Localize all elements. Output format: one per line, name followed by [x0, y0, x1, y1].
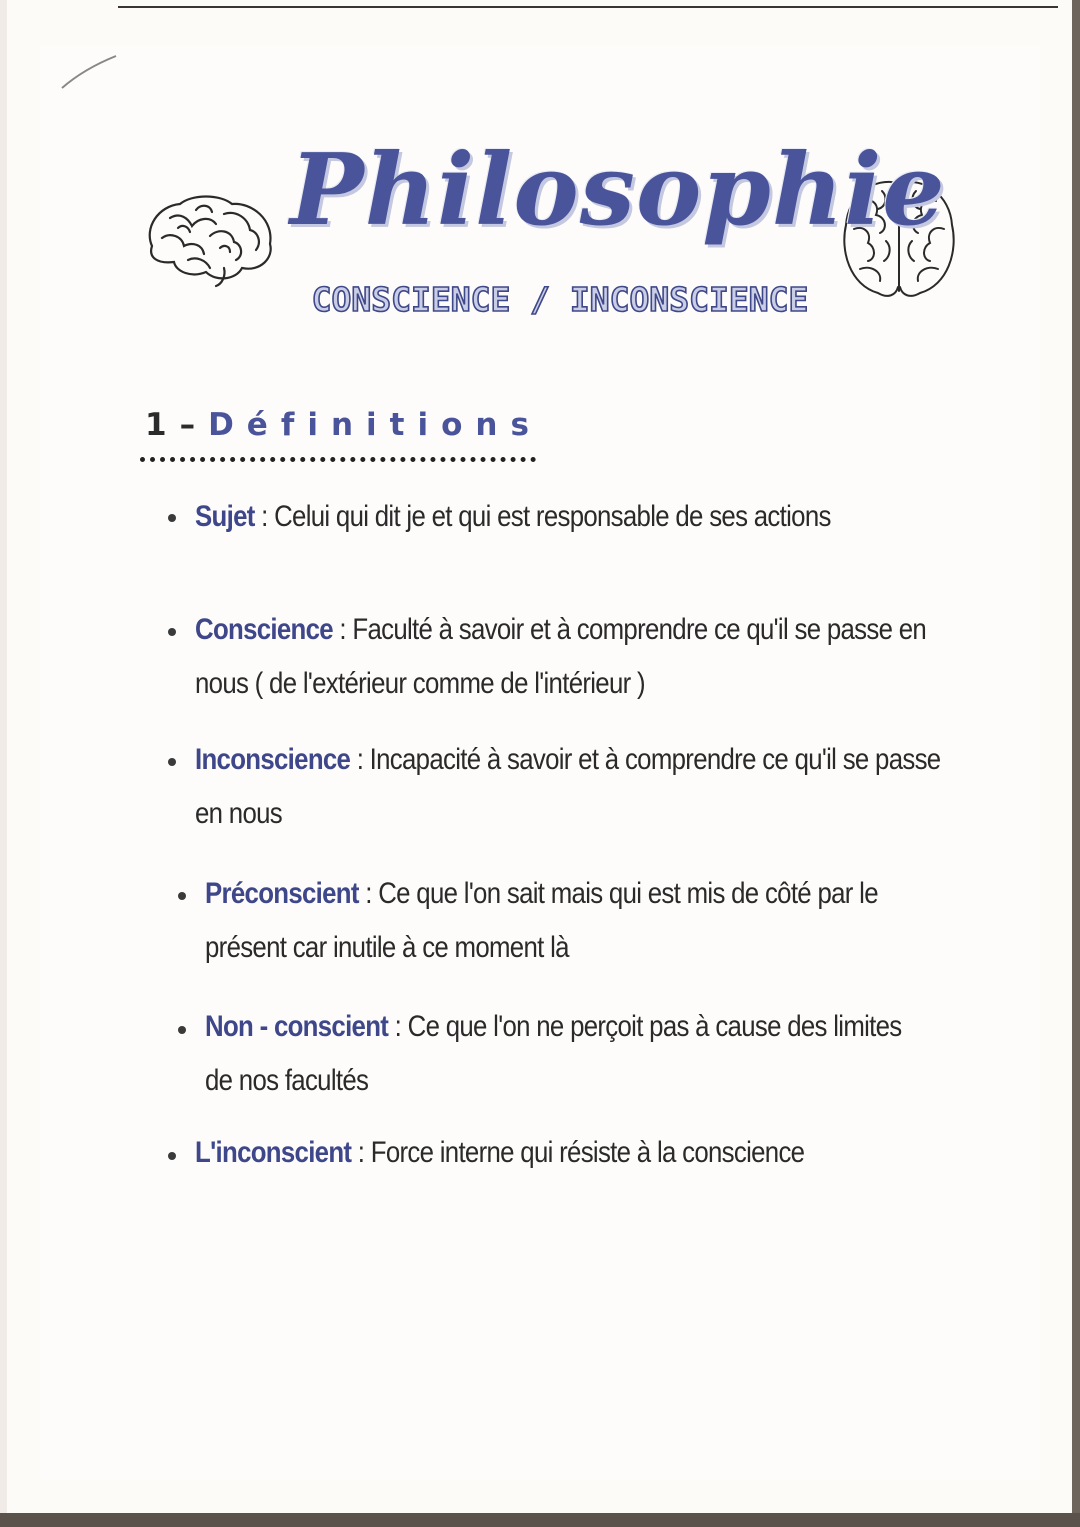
page-subtitle: CONSCIENCE / INCONSCIENCE: [311, 280, 809, 319]
definition-text: Ce que l'on ne perçoit pas à cause des limites de nos facultés: [205, 1010, 902, 1097]
definition-separator: :: [350, 743, 370, 776]
definition-item: [195, 1126, 969, 1180]
definition-term: Inconscience: [195, 743, 351, 776]
definition-item: [205, 1000, 910, 1108]
section-title: Définitions: [208, 407, 542, 443]
definition-term: Conscience: [195, 613, 333, 646]
definition-term: L'inconscient: [195, 1136, 352, 1169]
section-dash: –: [179, 407, 209, 443]
definition-separator: :: [351, 1136, 371, 1169]
scan-edge-left: [0, 0, 7, 1527]
page-title: Philosophie: [290, 133, 946, 248]
definition-item: [205, 867, 936, 975]
definition-text: Celui qui dit je et qui est responsable de ses actions: [274, 500, 831, 533]
definition-item: [195, 603, 943, 711]
bullet-icon: [168, 1152, 176, 1160]
pen-mark: [60, 52, 120, 92]
scan-edge-bottom: [0, 1513, 1080, 1527]
definition-item: [195, 733, 943, 841]
definition-text: Incapacité à savoir et à comprendre ce qu'il se passe en nous: [195, 743, 941, 830]
bullet-icon: [178, 1026, 186, 1034]
bullet-icon: [168, 514, 176, 522]
definition-separator: :: [332, 613, 353, 646]
bullet-icon: [168, 628, 176, 636]
section-underline: [140, 457, 536, 462]
definition-term: Sujet: [195, 500, 255, 533]
brain-side-icon: [140, 188, 280, 288]
bullet-icon: [168, 758, 176, 766]
section-number: 1: [145, 407, 180, 443]
definition-separator: :: [388, 1010, 408, 1043]
definition-term: Non - conscient: [205, 1010, 389, 1043]
definition-text: Faculté à savoir et à comprendre ce qu'il se passe en nous ( de l'extérieur comme de l'intérieur ): [195, 613, 927, 700]
definition-item: [195, 490, 849, 544]
section-heading: [145, 407, 542, 443]
definition-separator: :: [358, 877, 379, 910]
bullet-icon: [178, 892, 186, 900]
definition-text: Force interne qui résiste à la conscience: [370, 1136, 805, 1169]
scan-edge-right: [1072, 0, 1080, 1527]
definition-term: Préconscient: [205, 877, 359, 910]
scan-edge-top: [118, 6, 1058, 8]
definition-text: Ce que l'on sait mais qui est mis de côté par le présent car inutile à ce moment là: [205, 877, 878, 964]
definition-separator: :: [254, 500, 275, 533]
